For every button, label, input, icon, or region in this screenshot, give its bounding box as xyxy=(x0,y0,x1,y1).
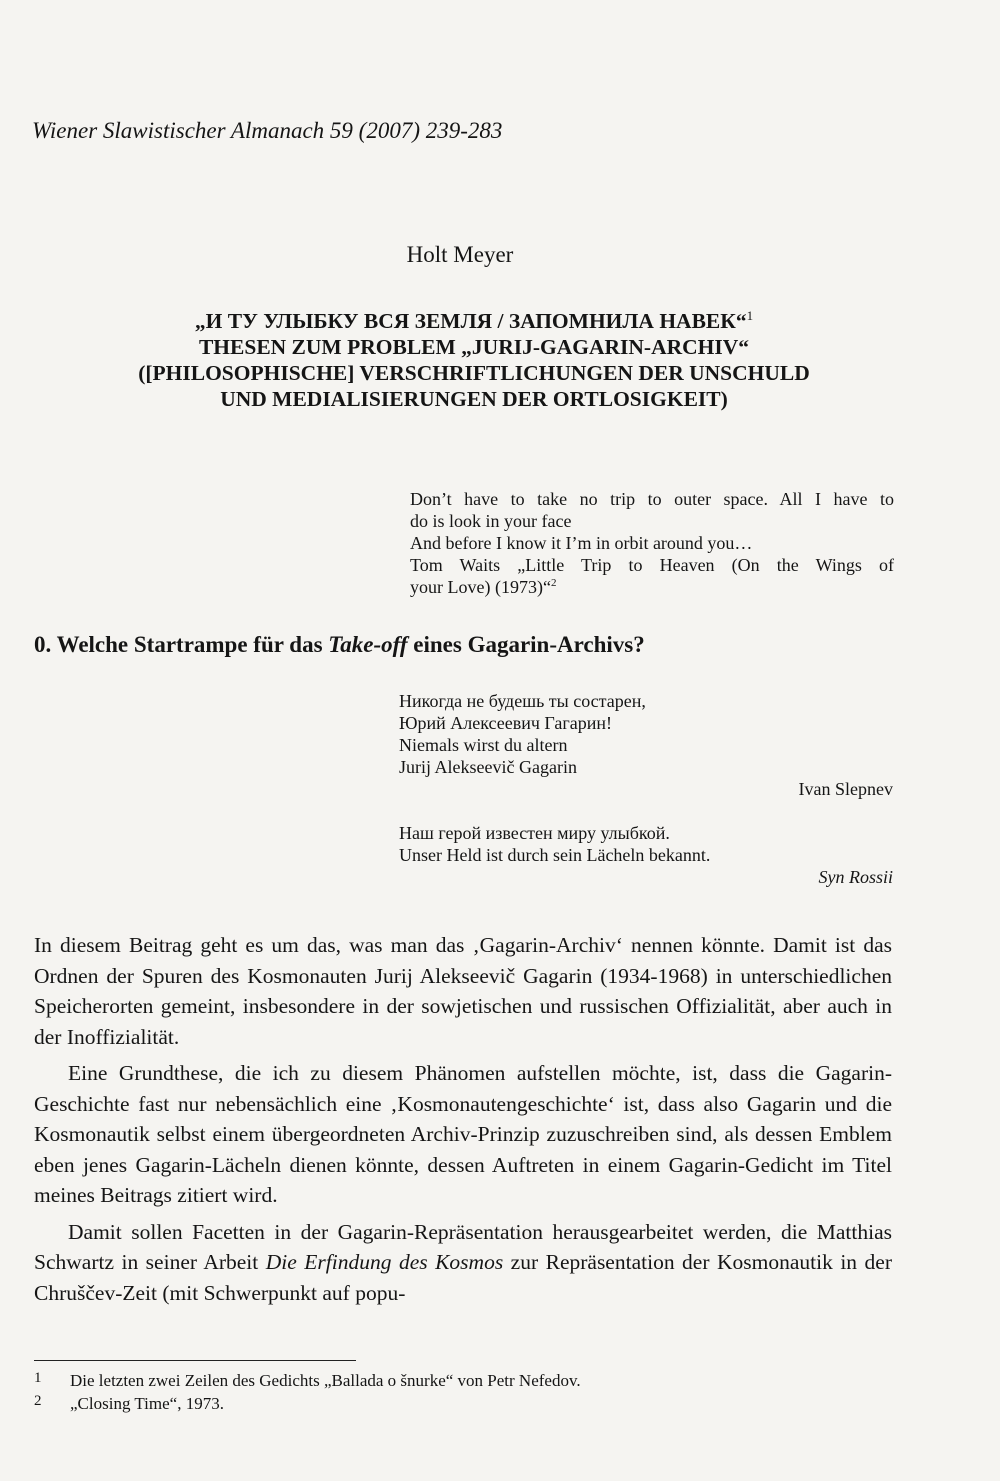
epigraph-2-line-2: Юрий Алексеевич Гагарин! xyxy=(399,713,612,733)
article-title xyxy=(34,308,914,412)
epigraph-2-line-4: Jurij Alekseevič Gagarin xyxy=(399,757,577,777)
epigraph-spacer xyxy=(399,800,893,822)
title-line-2: THESEN ZUM PROBLEM „JURIJ-GAGARIN-ARCHIV“ xyxy=(198,335,750,359)
epigraph-2-line-1: Никогда не будешь ты состарен, xyxy=(399,691,646,711)
epigraph-1-line-5 xyxy=(410,576,894,598)
title-line-1-text: „И ТУ УЛЫБКУ ВСЯ ЗЕМЛЯ / ЗАПОМНИЛА НАВЕК“ xyxy=(194,309,747,333)
paragraph-3-book-title: Die Erfindung des Kosmos xyxy=(265,1250,504,1274)
epigraph-poems xyxy=(399,690,893,888)
footnote-2-text: „Closing Time“, 1973. xyxy=(70,1394,224,1413)
epigraph-3-line-2: Unser Held ist durch sein Lächeln bekannt. xyxy=(399,845,711,865)
epigraph-1-line-1: Don’t have to take no trip to outer space. All I have to xyxy=(410,489,894,509)
epigraph-2-attribution: Ivan Slepnev xyxy=(798,779,893,799)
paragraph-3-start: Damit sollen Facetten in der Gagarin-Repräsentation herausgearbeitet werden, die Matthias Schwartz in seiner Arbeit xyxy=(34,1219,892,1274)
epigraph-1-line-4: Tom Waits „Little Trip to Heaven (On the Wings of xyxy=(410,555,894,575)
footnote-1-text: Die letzten zwei Zeilen des Gedichts „Ballada o šnurke“ von Petr Nefedov. xyxy=(70,1371,581,1390)
journal-citation: Wiener Slawistischer Almanach 59 (2007) 239-283 xyxy=(32,118,503,143)
footnote-ref-1: 1 xyxy=(746,307,754,323)
paragraph-1: In diesem Beitrag geht es um das, was man das ‚Gagarin-Archiv‘ nennen könnte. Damit ist das Ordnen der Spuren des Kosmonauten Jurij Alekseevič Gagarin (1934-1968) in unterschiedlichen Speicherorten gemeint, insbesondere in der sowjetischen und russischen Offizialität, aber auch in der Inoffizialität. xyxy=(34,933,892,1049)
footnote-1-number: 1 xyxy=(34,1370,42,1386)
section-heading xyxy=(34,632,645,658)
body-text xyxy=(34,930,892,1308)
title-line-1 xyxy=(34,308,914,334)
paragraph-3-end: zur Repräsentation der Kosmonautik in der Chruščev-Zeit (mit Schwerpunkt auf popu- xyxy=(34,1250,892,1305)
epigraph-1-line-3: And before I know it I’m in orbit around you… xyxy=(410,533,753,553)
section-heading-end: eines Gagarin-Archivs? xyxy=(407,632,645,657)
epigraph-1-line-2: do is look in your face xyxy=(410,511,572,531)
author-name: Holt Meyer xyxy=(406,242,514,267)
footnotes xyxy=(34,1370,894,1416)
title-line-3: ([PHILOSOPHISCHE] VERSCHRIFTLICHUNGEN DER UNSCHULD xyxy=(138,361,810,385)
epigraph-3-attribution: Syn Rossii xyxy=(818,867,893,887)
footnote-2 xyxy=(34,1393,894,1416)
paragraph-3 xyxy=(34,1217,892,1309)
epigraph-tom-waits xyxy=(410,488,894,598)
section-heading-italic: Take-off xyxy=(328,632,408,657)
epigraph-2-line-3: Niemals wirst du altern xyxy=(399,735,568,755)
epigraph-3-line-1: Наш герой известен миру улыбкой. xyxy=(399,823,670,843)
paragraph-2: Eine Grundthese, die ich zu diesem Phänomen aufstellen möchte, ist, dass die Gagarin-Geschichte fast nur nebensächlich eine ‚Kosmonautengeschichte‘ ist, dass also Gagarin und die Kosmonautik selbst einem übergeordneten Archiv-Prinzip zuzuschreiben sind, als dessen Emblem eben jenes Gagarin-Lächeln dienen könnte, dessen Auftreten in einem Gagarin-Gedicht im Titel meines Beitrags zitiert wird. xyxy=(34,1061,892,1207)
section-heading-start: 0. Welche Startrampe für das xyxy=(34,632,329,657)
epigraph-1-line-5-text: your Love) (1973)“ xyxy=(410,577,551,597)
footnote-1 xyxy=(34,1370,894,1393)
footnote-2-number: 2 xyxy=(34,1393,42,1409)
title-line-4: UND MEDIALISIERUNGEN DER ORTLOSIGKEIT) xyxy=(220,387,728,411)
footnote-ref-2: 2 xyxy=(550,577,557,589)
footnote-divider xyxy=(34,1360,356,1361)
